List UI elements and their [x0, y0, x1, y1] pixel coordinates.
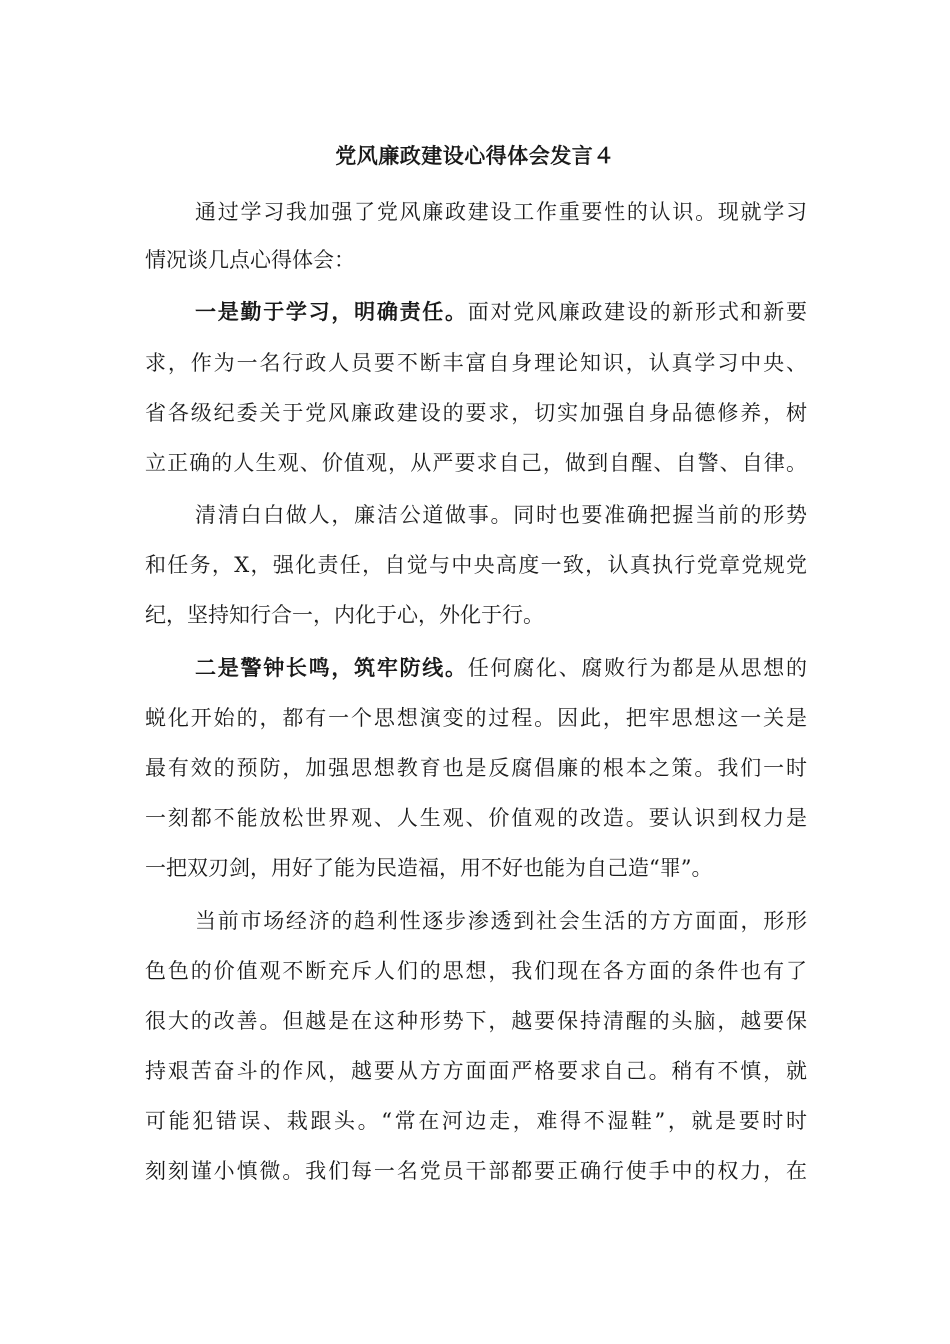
paragraph-line: 二是警钟长鸣，筑牢防线。任何腐化、腐败行为都是从思想的 [195, 655, 808, 680]
paragraph-line: 最有效的预防，加强思想教育也是反腐倡廉的根本之策。我们一时 [145, 756, 807, 780]
section-heading: 二是警钟长鸣，筑牢防线。 [195, 655, 468, 680]
paragraph-line: 情况谈几点心得体会： [145, 248, 355, 272]
paragraph-line: 蜕化开始的，都有一个思想演变的过程。因此，把牢思想这一关是 [145, 706, 807, 730]
paragraph-line: 很大的改善。但越是在这种形势下，越要保持清醒的头脑，越要保 [145, 1009, 807, 1033]
paragraph-line: 可能犯错误、栽跟头。“常在河边走，难得不湿鞋”，就是要时时 [145, 1109, 807, 1133]
paragraph-line: 立正确的人生观、价值观，从严要求自己，做到自醒、自警、自律。 [145, 451, 807, 475]
paragraph-line: 通过学习我加强了党风廉政建设工作重要性的认识。现就学习 [195, 200, 807, 224]
paragraph-line: 当前市场经济的趋利性逐步渗透到社会生活的方方面面，形形 [195, 909, 807, 933]
paragraph-line: 纪，坚持知行合一，内化于心，外化于行。 [145, 603, 544, 627]
paragraph-line: 一刻都不能放松世界观、人生观、价值观的改造。要认识到权力是 [145, 806, 807, 830]
paragraph-line: 省各级纪委关于党风廉政建设的要求，切实加强自身品德修养，树 [145, 401, 807, 425]
paragraph-line: 清清白白做人，廉洁公道做事。同时也要准确把握当前的形势 [195, 503, 807, 527]
paragraph-line: 色色的价值观不断充斥人们的思想，我们现在各方面的条件也有了 [145, 959, 807, 983]
paragraph-line: 持艰苦奋斗的作风，越要从方方面面严格要求自己。稍有不慎，就 [145, 1059, 807, 1083]
paragraph-line: 一是勤于学习，明确责任。面对党风廉政建设的新形式和新要 [195, 299, 808, 324]
paragraph-line: 一把双刃剑，用好了能为民造福，用不好也能为自己造“罪”。 [145, 856, 713, 880]
paragraph-line: 求，作为一名行政人员要不断丰富自身理论知识，认真学习中央、 [145, 351, 807, 375]
paragraph-line: 和任务，X，强化责任，自觉与中央高度一致，认真执行党章党规党 [145, 553, 807, 577]
document-title: 党风廉政建设心得体会发言４ [335, 143, 615, 168]
paragraph-line: 刻刻谨小慎微。我们每一名党员干部都要正确行使手中的权力，在 [145, 1159, 807, 1183]
section-heading: 一是勤于学习，明确责任。 [195, 299, 468, 324]
